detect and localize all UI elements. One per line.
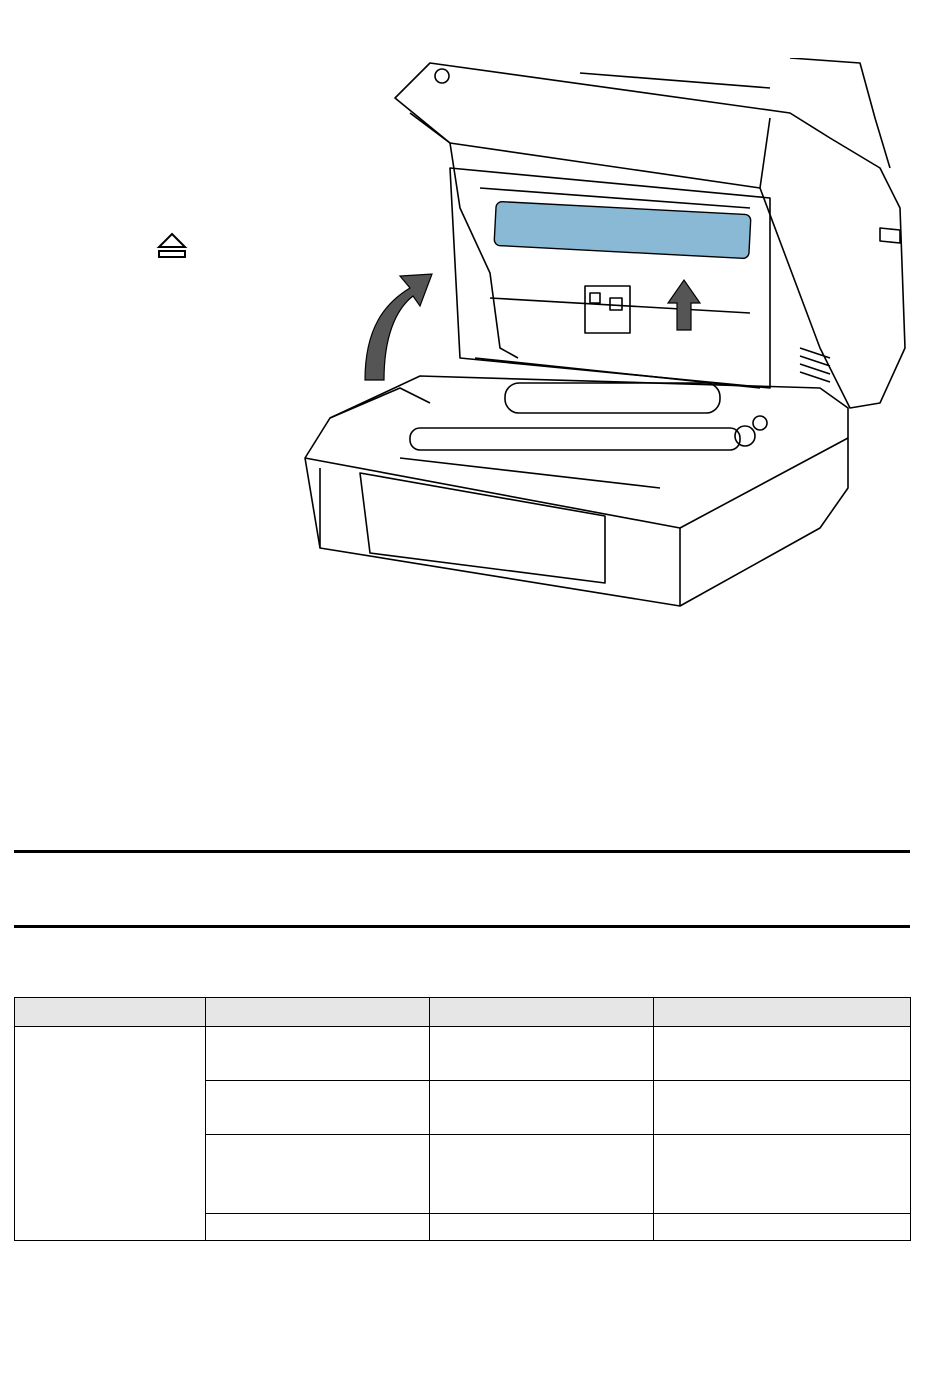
table-group-cell xyxy=(15,1027,206,1241)
section-title xyxy=(14,862,910,918)
table-cell xyxy=(430,1081,654,1135)
table-cell xyxy=(206,1027,430,1081)
section-bottom-rule xyxy=(14,925,910,928)
lift-lid-arrow-icon xyxy=(365,274,432,380)
table-header-cell xyxy=(654,998,911,1027)
scanner-base xyxy=(305,376,848,606)
table-header-cell xyxy=(15,998,206,1027)
table-cell xyxy=(654,1135,911,1214)
section-top-rule xyxy=(14,850,910,853)
table-cell xyxy=(206,1081,430,1135)
table-cell xyxy=(430,1214,654,1241)
table-header-cell xyxy=(206,998,430,1027)
table-cell xyxy=(654,1214,911,1241)
scanner-illustration xyxy=(300,58,910,610)
table-row xyxy=(15,1027,911,1081)
table-cell xyxy=(430,1135,654,1214)
table-cell xyxy=(430,1027,654,1081)
highlighted-roller-assembly xyxy=(494,201,751,258)
table-cell xyxy=(206,1135,430,1214)
push-up-arrow-icon xyxy=(668,280,700,330)
table-cell xyxy=(654,1027,911,1081)
table-cell xyxy=(654,1081,911,1135)
table-header-row xyxy=(15,998,911,1027)
table-header-cell xyxy=(430,998,654,1027)
eject-icon xyxy=(156,232,188,260)
table-cell xyxy=(206,1214,430,1241)
spec-table xyxy=(14,997,911,1241)
